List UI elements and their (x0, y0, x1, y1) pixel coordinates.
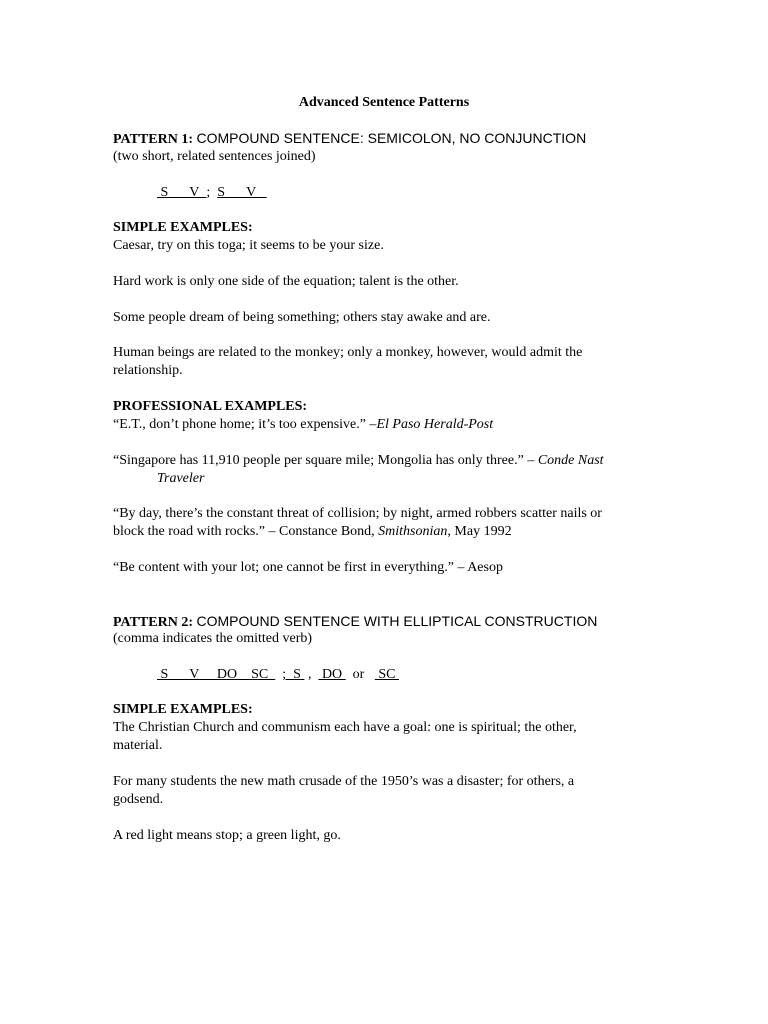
example-sentence: godsend. (113, 792, 164, 807)
pattern-1-description: (two short, related sentences joined) (113, 149, 316, 164)
example-sentence: For many students the new math crusade of the 1950’s was a disaster; for others, a (113, 774, 575, 789)
source-citation-continued: Traveler (157, 471, 205, 486)
pattern-1-name: COMPOUND SENTENCE: SEMICOLON, NO CONJUNCTION (196, 130, 587, 146)
professional-example: “By day, there’s the constant threat of collision; by night, armed robbers scatter nails or (113, 506, 602, 521)
example-sentence: The Christian Church and communism each have a goal: one is spiritual; the other, (113, 720, 577, 735)
source-citation: Smithsonian (378, 524, 448, 539)
example-sentence: relationship. (113, 363, 183, 378)
pattern-1-label: PATTERN 1: (113, 132, 193, 147)
example-sentence: material. (113, 738, 163, 753)
pattern-1-formula: S V ; S V (157, 185, 267, 200)
professional-example: “E.T., don’t phone home; it’s too expensive.” –El Paso Herald-Post (113, 417, 494, 432)
pattern-2-heading (113, 612, 597, 632)
pattern-1-heading (113, 129, 586, 149)
example-sentence: Hard work is only one side of the equation; talent is the other. (113, 274, 459, 289)
pattern-2-simple-heading: SIMPLE EXAMPLES: (113, 702, 253, 717)
example-sentence: Some people dream of being something; others stay awake and are. (113, 310, 491, 325)
professional-example: “Be content with your lot; one cannot be first in everything.” – Aesop (113, 560, 503, 575)
example-sentence: A red light means stop; a green light, go. (113, 828, 341, 843)
source-citation: Conde Nast (537, 453, 604, 468)
example-sentence: Caesar, try on this toga; it seems to be your size. (113, 238, 384, 253)
pattern-2-formula: S V DO SC ; S , DO or SC (157, 667, 399, 682)
pattern-1-simple-heading: SIMPLE EXAMPLES: (113, 220, 253, 235)
source-citation: El Paso Herald-Post (376, 417, 494, 432)
pattern-2-name: COMPOUND SENTENCE WITH ELLIPTICAL CONSTRUCTION (196, 613, 598, 629)
example-sentence: Human beings are related to the monkey; only a monkey, however, would admit the (113, 345, 583, 360)
pattern-2-label: PATTERN 2: (113, 615, 193, 630)
pattern-1-professional-heading: PROFESSIONAL EXAMPLES: (113, 399, 308, 414)
professional-example-continued: block the road with rocks.” – Constance Bond, Smithsonian, May 1992 (113, 524, 512, 539)
pattern-2-description: (comma indicates the omitted verb) (113, 631, 313, 646)
professional-example: “Singapore has 11,910 people per square mile; Mongolia has only three.” – Conde Nast (113, 453, 604, 468)
page-title: Advanced Sentence Patterns (298, 95, 470, 110)
